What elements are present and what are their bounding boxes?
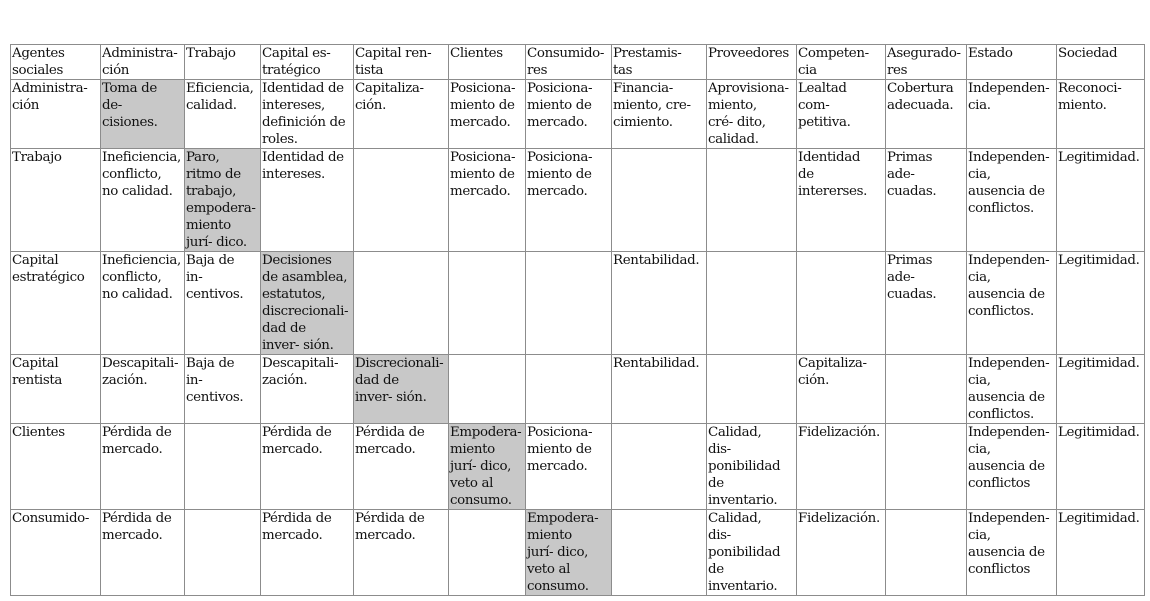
table-cell: Independen- cia, ausencia de conflictos. — [967, 252, 1057, 355]
header-clientes: Clientes — [449, 45, 526, 80]
table-cell: Baja de in- centivos. — [185, 355, 261, 424]
table-cell: Posiciona- miento de mercado. — [526, 424, 612, 510]
table-cell: Independen- cia, ausencia de conflictos — [967, 510, 1057, 596]
table-cell: Rentabilidad. — [612, 355, 707, 424]
table-cell-diagonal: Discrecionali- dad de inver- sión. — [354, 355, 449, 424]
table-cell — [612, 424, 707, 510]
row-label-capital-estrategico: Capital estratégico — [11, 252, 101, 355]
header-proveedores: Proveedores — [707, 45, 797, 80]
header-estado: Estado — [967, 45, 1057, 80]
table-cell: Descapitali- zación. — [261, 355, 354, 424]
header-sociedad: Sociedad — [1057, 45, 1145, 80]
table-cell: Descapitali- zación. — [101, 355, 185, 424]
table-cell: Financia- miento, cre- cimiento. — [612, 80, 707, 149]
row-label-administracion: Administra- ción — [11, 80, 101, 149]
header-capital-rentista: Capital ren- tista — [354, 45, 449, 80]
table-row — [11, 252, 1145, 355]
table-cell — [886, 510, 967, 596]
table-cell: Lealtad com- petitiva. — [797, 80, 886, 149]
table-cell: Calidad, dis- ponibilidad de inventario. — [707, 510, 797, 596]
table-row — [11, 424, 1145, 510]
table-cell: Capitaliza- ción. — [797, 355, 886, 424]
table-cell: Posiciona- miento de mercado. — [526, 80, 612, 149]
table-cell — [707, 149, 797, 252]
table-cell: Baja de in- centivos. — [185, 252, 261, 355]
header-aseguradores: Asegurado- res — [886, 45, 967, 80]
table-cell: Legitimidad. — [1057, 252, 1145, 355]
table-cell: Pérdida de mercado. — [354, 510, 449, 596]
table-cell: Ineficiencia, conflicto, no calidad. — [101, 252, 185, 355]
table-cell: Independen- cia. — [967, 80, 1057, 149]
row-label-consumidores: Consumido- — [11, 510, 101, 596]
table-cell — [185, 424, 261, 510]
table-cell: Identidad de intereses. — [261, 149, 354, 252]
table-cell — [886, 355, 967, 424]
header-trabajo: Trabajo — [185, 45, 261, 80]
header-agentes-sociales: Agentes sociales — [11, 45, 101, 80]
table-cell: Calidad, dis- ponibilidad de inventario. — [707, 424, 797, 510]
table-cell: Identidad de intererses. — [797, 149, 886, 252]
header-prestamistas: Prestamis- tas — [612, 45, 707, 80]
table-row — [11, 149, 1145, 252]
table-cell: Pérdida de mercado. — [101, 510, 185, 596]
table-cell: Rentabilidad. — [612, 252, 707, 355]
table-cell — [612, 510, 707, 596]
table-cell: Eficiencia, calidad. — [185, 80, 261, 149]
table-cell: Legitimidad. — [1057, 510, 1145, 596]
table-cell: Independen- cia, ausencia de conflictos — [967, 424, 1057, 510]
table-cell: Identidad de intereses, definición de roles. — [261, 80, 354, 149]
table-cell: Posiciona- miento de mercado. — [449, 80, 526, 149]
table-cell-diagonal: Toma de de- cisiones. — [101, 80, 185, 149]
table-cell: Posiciona- miento de mercado. — [449, 149, 526, 252]
table-cell — [886, 424, 967, 510]
table-cell: Fidelización. — [797, 510, 886, 596]
table-cell: Cobertura adecuada. — [886, 80, 967, 149]
table-cell — [449, 510, 526, 596]
table-cell — [797, 252, 886, 355]
row-label-trabajo: Trabajo — [11, 149, 101, 252]
table-cell — [707, 252, 797, 355]
stakeholder-relations-table — [10, 44, 1145, 596]
table-cell — [707, 355, 797, 424]
table-cell: Aprovisiona- miento, cré- dito, calidad. — [707, 80, 797, 149]
table-cell: Fidelización. — [797, 424, 886, 510]
table-cell: Pérdida de mercado. — [354, 424, 449, 510]
table-cell: Ineficiencia, conflicto, no calidad. — [101, 149, 185, 252]
table-cell: Legitimidad. — [1057, 424, 1145, 510]
table-cell: Legitimidad. — [1057, 355, 1145, 424]
table-cell: Primas ade- cuadas. — [886, 252, 967, 355]
table-cell-diagonal: Empodera- miento jurí- dico, veto al consumo. — [526, 510, 612, 596]
table-cell — [185, 510, 261, 596]
table-cell — [526, 355, 612, 424]
table-row — [11, 510, 1145, 596]
table-row — [11, 80, 1145, 149]
table-cell-diagonal: Paro, ritmo de trabajo, empodera- miento jurí- dico. — [185, 149, 261, 252]
table-cell — [354, 149, 449, 252]
header-row — [11, 45, 1145, 80]
table-cell: Primas ade- cuadas. — [886, 149, 967, 252]
table-row — [11, 355, 1145, 424]
table-cell: Pérdida de mercado. — [261, 424, 354, 510]
row-label-clientes: Clientes — [11, 424, 101, 510]
table-cell — [449, 252, 526, 355]
row-label-capital-rentista: Capital rentista — [11, 355, 101, 424]
table-cell: Reconoci- miento. — [1057, 80, 1145, 149]
header-consumidores: Consumido- res — [526, 45, 612, 80]
header-capital-estrategico: Capital es- tratégico — [261, 45, 354, 80]
table-cell: Capitaliza- ción. — [354, 80, 449, 149]
table-cell: Pérdida de mercado. — [101, 424, 185, 510]
table-cell: Legitimidad. — [1057, 149, 1145, 252]
header-administracion: Administra- ción — [101, 45, 185, 80]
table-cell — [612, 149, 707, 252]
header-competencia: Competen- cia — [797, 45, 886, 80]
table-cell: Pérdida de mercado. — [261, 510, 354, 596]
table-cell: Posiciona- miento de mercado. — [526, 149, 612, 252]
table-cell — [449, 355, 526, 424]
table-cell-diagonal: Decisiones de asamblea, estatutos, discrecionali- dad de inver- sión. — [261, 252, 354, 355]
table-cell — [354, 252, 449, 355]
table-cell-diagonal: Empodera- miento jurí- dico, veto al consumo. — [449, 424, 526, 510]
table-cell: Independen- cia, ausencia de conflictos. — [967, 149, 1057, 252]
table-cell: Independen- cia, ausencia de conflictos. — [967, 355, 1057, 424]
table-cell — [526, 252, 612, 355]
